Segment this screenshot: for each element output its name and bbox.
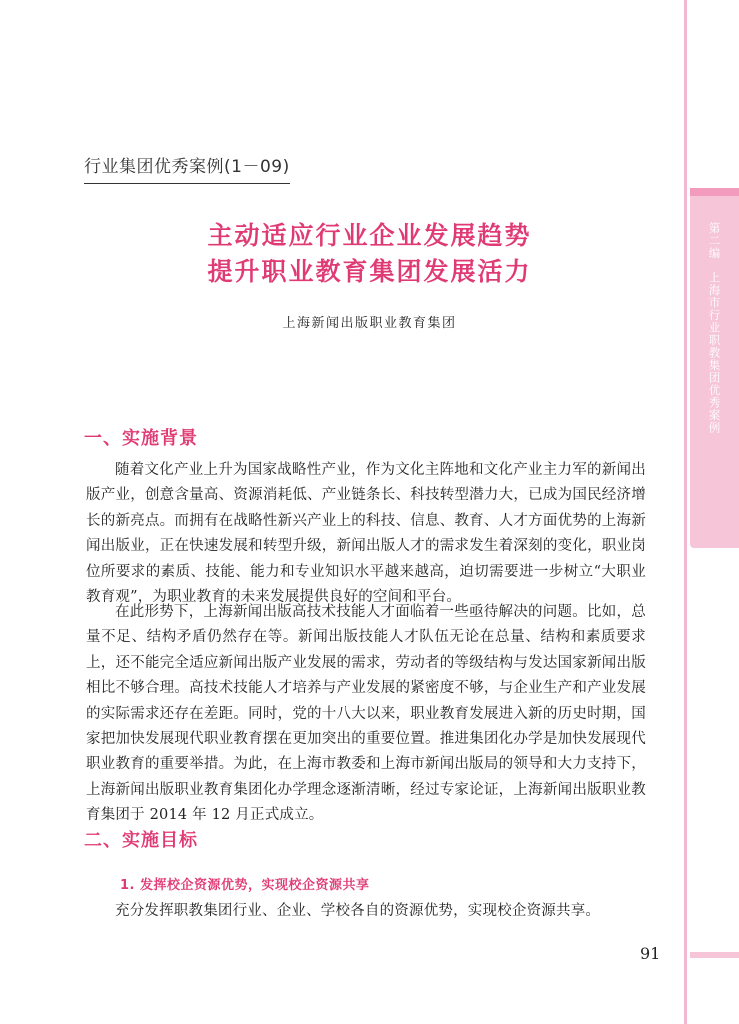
title-line-1: 主动适应行业企业发展趋势 <box>207 221 532 250</box>
article-title <box>0 218 739 290</box>
paragraph: 随着文化产业上升为国家战略性产业，作为文化主阵地和文化产业主力军的新闻出版产业，创意含量高、资源消耗低、产业链条长、科技转型潜力大，已成为国民经济增长的新亮点。而拥有在战略性新兴产业上的科技、信息、教育、人才方面优势的上海新闻出版业，正在快速发展和转型升级，新闻出版人才的需求发生着深刻的变化，职业岗位所要求的素质、技能、能力和专业知识水平越来越高，迫切需要进一步树立“大职业教育观”，为职业教育的未来发展提供良好的空间和平台。 <box>86 462 646 606</box>
page-number: 91 <box>640 944 661 963</box>
footer-bar <box>690 952 739 958</box>
paragraph: 充分发挥职教集团行业、企业、学校各自的资源优势，实现校企资源共享。 <box>115 903 601 919</box>
title-line-2: 提升职业教育集团发展活力 <box>207 257 532 286</box>
author: 上海新闻出版职业教育集团 <box>282 316 457 331</box>
section-heading: 一、实施背景 <box>84 428 198 449</box>
side-tab-text: 第二编上海市行业职教集团优秀案例 <box>707 222 722 434</box>
paragraph: 在此形势下，上海新闻出版高技术技能人才面临着一些亟待解决的问题。比如，总量不足、结构矛盾仍然存在等。新闻出版技能人才队伍无论在总量、结构和素质要求上，还不能完全适应新闻出版产业发展的需求，劳动者的等级结构与发达国家新闻出版相比不够合理。高技术技能人才培养与产业发展的紧密度不够，与企业生产和产业发展的实际需求还存在差距。同时，党的十八大以来，职业教育发展进入新的历史时期，国家把加快发展现代职业教育摆在更加突出的重要位置。推进集团化办学是加快发展现代职业教育的重要举措。为此，在上海市教委和上海市新闻出版局的领导和大力支持下，上海新闻出版职业教育集团化办学理念逐渐清晰，经过专家论证，上海新闻出版职业教育集团于 2014 年 12 月正式成立。 <box>86 604 646 824</box>
section-heading: 二、实施目标 <box>84 830 198 851</box>
subsection-heading: 1. 发挥校企资源优势，实现校企资源共享 <box>120 878 370 893</box>
margin-rule <box>684 0 687 1024</box>
side-tab-top-bar <box>690 188 739 196</box>
series-label: 行业集团优秀案例(1－09) <box>84 152 290 184</box>
